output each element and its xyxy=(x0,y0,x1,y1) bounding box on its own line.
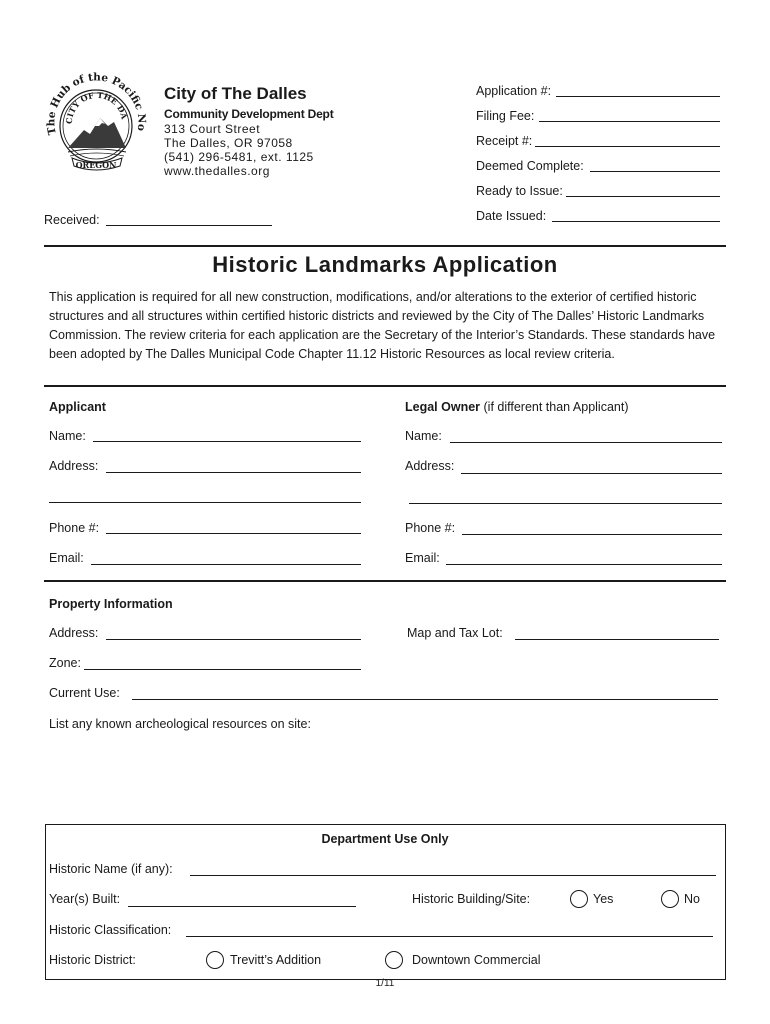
contact-divider xyxy=(44,580,726,582)
applicant-address-label: Address: xyxy=(49,459,99,473)
deemed-complete-field[interactable] xyxy=(590,171,720,172)
received-label: Received: xyxy=(44,213,100,227)
seal-inner-text: CITY OF THE DA xyxy=(63,89,130,125)
building-site-yes-label: Yes xyxy=(593,892,614,906)
ready-to-issue-label: Ready to Issue: xyxy=(476,184,563,198)
historic-name-label: Historic Name (if any): xyxy=(49,862,173,876)
org-website[interactable]: www.thedalles.org xyxy=(164,164,270,178)
owner-name-field[interactable] xyxy=(450,442,722,443)
owner-address-label: Address: xyxy=(405,459,455,473)
owner-name-label: Name: xyxy=(405,429,442,443)
owner-address-field-line2[interactable] xyxy=(409,503,722,504)
seal-bottom-text: OREGON xyxy=(75,160,117,170)
years-built-label: Year(s) Built: xyxy=(49,892,121,906)
page-title: Historic Landmarks Application xyxy=(212,252,558,277)
property-address-field[interactable] xyxy=(106,639,361,640)
years-built-field[interactable] xyxy=(128,906,356,907)
org-phone: (541) 296-5481, ext. 1125 xyxy=(164,150,314,164)
applicant-name-field[interactable] xyxy=(93,441,361,442)
intro-paragraph: This application is required for all new construction, modifications, and/or alterations to the exterior of certified historic structures and all structures within certified historic districts and reviewed by the City of The Dalles’ Historic Landmarks Commission. The review criteria for each application are the Secretary of the Interior’s Standards. These standards have been adopted by The Dalles Municipal Code Chapter 11.12 Historic Resources as local review criteria. xyxy=(49,290,716,361)
owner-heading-text: Legal Owner xyxy=(405,400,481,414)
applicant-phone-field[interactable] xyxy=(106,533,361,534)
city-seal-logo xyxy=(42,72,150,180)
applicant-email-label: Email: xyxy=(49,551,84,565)
district-downtown-label: Downtown Commercial xyxy=(412,953,541,967)
building-site-yes-radio[interactable] xyxy=(570,890,588,908)
owner-heading-note: (if different than Applicant) xyxy=(480,400,629,414)
owner-phone-field[interactable] xyxy=(462,534,722,535)
current-use-label: Current Use: xyxy=(49,686,120,700)
district-downtown-radio[interactable] xyxy=(385,951,403,969)
owner-address-field[interactable] xyxy=(461,473,722,474)
district-trevitts-radio[interactable] xyxy=(206,951,224,969)
zone-label: Zone: xyxy=(49,656,81,670)
historic-district-label: Historic District: xyxy=(49,953,136,967)
received-field[interactable] xyxy=(106,225,272,226)
receipt-number-field[interactable] xyxy=(535,146,720,147)
owner-phone-label: Phone #: xyxy=(405,521,456,535)
application-number-field[interactable] xyxy=(556,96,720,97)
filing-fee-field[interactable] xyxy=(539,121,720,122)
applicant-heading: Applicant xyxy=(49,400,106,414)
application-number-label: Application #: xyxy=(476,84,552,98)
owner-email-label: Email: xyxy=(405,551,440,565)
historic-classification-label: Historic Classification: xyxy=(49,923,172,937)
applicant-name-label: Name: xyxy=(49,429,86,443)
applicant-phone-label: Phone #: xyxy=(49,521,100,535)
header-divider xyxy=(44,245,726,247)
owner-email-field[interactable] xyxy=(446,564,722,565)
zone-field[interactable] xyxy=(84,669,361,670)
district-trevitts-label: Trevitt’s Addition xyxy=(230,953,322,967)
seal-top-text: The Hub of the Pacific No xyxy=(45,72,148,136)
property-heading: Property Information xyxy=(49,597,173,611)
historic-classification-field[interactable] xyxy=(186,936,713,937)
property-address-label: Address: xyxy=(49,626,99,640)
applicant-address-field[interactable] xyxy=(106,472,361,473)
org-address-line1: 313 Court Street xyxy=(164,122,261,136)
applicant-address-field-line2[interactable] xyxy=(49,502,361,503)
date-issued-label: Date Issued: xyxy=(476,209,547,223)
historic-name-field[interactable] xyxy=(190,875,716,876)
date-issued-field[interactable] xyxy=(552,221,720,222)
archeological-resources-area[interactable] xyxy=(49,736,721,816)
page-number: 1/11 xyxy=(375,978,395,989)
building-site-no-radio[interactable] xyxy=(661,890,679,908)
filing-fee-label: Filing Fee: xyxy=(476,109,535,123)
historic-building-site-label: Historic Building/Site: xyxy=(412,892,531,906)
building-site-no-label: No xyxy=(684,892,700,906)
ready-to-issue-field[interactable] xyxy=(566,196,720,197)
receipt-number-label: Receipt #: xyxy=(476,134,533,148)
owner-heading xyxy=(405,400,629,414)
archeological-label: List any known archeological resources on site: xyxy=(49,717,311,731)
org-department: Community Development Dept xyxy=(164,107,334,121)
deemed-complete-label: Deemed Complete: xyxy=(476,159,584,173)
map-tax-lot-field[interactable] xyxy=(515,639,719,640)
applicant-email-field[interactable] xyxy=(91,564,361,565)
department-use-heading: Department Use Only xyxy=(321,832,449,846)
current-use-field[interactable] xyxy=(132,699,718,700)
org-address-line2: The Dalles, OR 97058 xyxy=(164,136,293,150)
intro-divider xyxy=(44,385,726,387)
map-tax-lot-label: Map and Tax Lot: xyxy=(407,626,503,640)
org-name: City of The Dalles xyxy=(164,84,307,103)
